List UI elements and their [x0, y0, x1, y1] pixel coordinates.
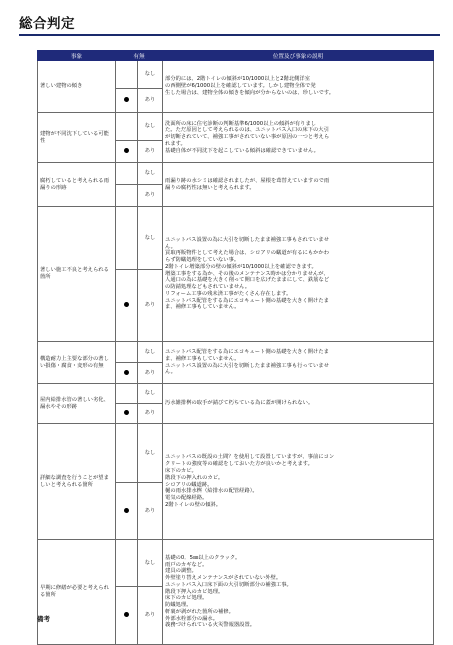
- nashi-mark-cell: [116, 342, 138, 363]
- nashi-label: なし: [138, 163, 163, 185]
- description-line: 床下のカビ処理。: [165, 595, 208, 602]
- description-line: の西側壁が6/1000以上を確認しています。しかし建物全体で発: [165, 83, 316, 90]
- row-description: [163, 61, 434, 113]
- nashi-mark-cell: [116, 384, 138, 404]
- description-line: らず防蟻処理をしていない事。: [165, 257, 240, 264]
- description-line: 基礎自体が不同沈下を起こしている傾斜は確認できていません。: [165, 147, 319, 154]
- description-line: 生した場合は、建物全体の傾きを傾向が分からないのは、珍しいです。: [165, 89, 335, 96]
- nashi-label: なし: [138, 207, 163, 270]
- ari-mark-cell: [116, 587, 138, 645]
- description-line: 漏りの腐朽性は無いと考えられます。: [165, 184, 255, 191]
- description-line: 防蟻処理。: [165, 602, 192, 609]
- description-line: れます。: [165, 140, 186, 147]
- row-item-label: 建物が不同沈下している可能性: [38, 113, 116, 163]
- row-item-label: 構造耐力上主要な部分の著しい損傷・腐食・変形の有無: [38, 342, 116, 384]
- nashi-mark-cell: [116, 113, 138, 141]
- description-line: 樋の雨水排水桝（給排水の配管経路）。: [165, 488, 258, 495]
- description-line: ま、補修工事もしていません。: [165, 355, 240, 362]
- filled-dot-icon: [124, 97, 129, 102]
- row-item-label: 詳細な調査を行うことが望ましいと考えられる箇所: [38, 424, 116, 540]
- table-header-row: [38, 51, 434, 61]
- filled-dot-icon: [124, 612, 129, 617]
- ari-mark-cell: [116, 270, 138, 342]
- nashi-label: なし: [138, 540, 163, 587]
- row-description: [163, 342, 434, 384]
- row-description: [163, 384, 434, 424]
- ari-mark-cell: [116, 404, 138, 424]
- description-line: 軒裏が剥がれた箇所の補修。: [165, 608, 234, 615]
- filled-dot-icon: [124, 148, 129, 153]
- table-row: [38, 342, 434, 363]
- description-line: 増築工事をする為か、その後のメンテナンス時かは分かりませんが、: [165, 270, 329, 277]
- description-line: 基礎の0．5㎜以上のクラック。: [165, 554, 241, 561]
- description-line: ユニットバス配管をする為にエコキュート側の基礎を大きく開けたま: [165, 348, 329, 355]
- description-line: ユニットバス入口床下面の大引切断部分の補強工事。: [165, 581, 292, 588]
- description-line: クリートの強度等の確認をしておいた方が良いかと考えます。: [165, 461, 313, 468]
- nashi-mark-cell: [116, 424, 138, 483]
- ari-label: あり: [138, 270, 163, 342]
- table-row: [38, 384, 434, 404]
- page-title: 総合判定: [19, 16, 75, 32]
- description-line: ん。: [165, 369, 176, 376]
- row-item-label: 屋内給排水管の著しい劣化、漏水やその形跡: [38, 384, 116, 424]
- description-line: 2階トイレの壁の傾斜。: [165, 501, 222, 508]
- row-item-label: 著しい建物の傾き: [38, 61, 116, 113]
- description-line: 建具の調整。: [165, 568, 197, 575]
- ari-mark-cell: [116, 185, 138, 207]
- row-description: [163, 163, 434, 207]
- row-item-label: 腐朽していると考えられる雨漏りの形跡: [38, 163, 116, 207]
- description-line: 義務づけられている火災警報器設置。: [165, 622, 256, 629]
- ari-label: あり: [138, 404, 163, 424]
- header-description: 位置及び事象の説明: [163, 51, 434, 61]
- description-line: 雨戸のカギなど。: [165, 561, 208, 568]
- title-underline: [19, 34, 440, 36]
- header-item: 事象: [38, 51, 116, 61]
- ari-mark-cell: [116, 483, 138, 540]
- remarks-label: 備考: [37, 615, 50, 623]
- description-line: 2階トイレ増築部分の壁の傾斜が10/1000以上を確認できます。: [165, 263, 317, 270]
- description-line: 階段下押入のカビ処理。: [165, 588, 224, 595]
- ari-label: あり: [138, 363, 163, 384]
- description-line: 部分的には、2階トイレの傾斜が10/1000以上と2階北側洋室: [165, 76, 311, 83]
- description-line: 洗面所の床に住宅診断の判断基準6/1000以上の傾斜が有りまし: [165, 120, 317, 127]
- row-description: [163, 424, 434, 540]
- description-line: 階段下の押入れのカビ。: [165, 474, 224, 481]
- ari-label: あり: [138, 89, 163, 113]
- table-body: [38, 61, 434, 645]
- nashi-mark-cell: [116, 207, 138, 270]
- description-line: ん。: [165, 243, 176, 250]
- table-row: [38, 61, 434, 89]
- description-line: リフォーム工事の残未済工事がたくさん存在します。: [165, 290, 292, 297]
- description-line: ユニットバス設置の為に大引を切断したまま補強工事もされていませ: [165, 236, 329, 243]
- nashi-label: なし: [138, 384, 163, 404]
- nashi-mark-cell: [116, 163, 138, 185]
- description-line: 外壁塗り替えメンテナンスがされていない外壁。: [165, 575, 282, 582]
- description-line: 床下のカビ。: [165, 467, 197, 474]
- row-item-label: 早期に修繕が必要と考えられる箇所: [38, 540, 116, 645]
- ari-label: あり: [138, 141, 163, 163]
- judgment-table: [37, 50, 434, 645]
- row-description: [163, 113, 434, 163]
- filled-dot-icon: [124, 508, 129, 513]
- row-description: [163, 207, 434, 342]
- description-line: 人通口の為に基礎を大きく削って開口を広げたままにして、鉄筋など: [165, 277, 330, 284]
- table-row: [38, 163, 434, 185]
- table-row: [38, 113, 434, 141]
- nashi-label: なし: [138, 424, 163, 483]
- table-row: [38, 424, 434, 483]
- filled-dot-icon: [124, 410, 129, 415]
- nashi-mark-cell: [116, 61, 138, 89]
- description-line: の防錆処理などもされていません。: [165, 284, 251, 291]
- description-line: ユニットバス配管をする為にエコキュート側の基礎を大きく開けたま: [165, 297, 329, 304]
- nashi-mark-cell: [116, 540, 138, 587]
- header-presence: 有無: [116, 51, 163, 61]
- filled-dot-icon: [124, 370, 129, 375]
- description-line: シロアリの蟻道跡。: [165, 481, 213, 488]
- row-item-label: 著しい施工不良と考えられる箇所: [38, 207, 116, 342]
- ari-label: あり: [138, 483, 163, 540]
- description-line: 汚水雑排桝の取手が錆びて朽ちている為に蓋が開けられない。: [165, 400, 314, 407]
- filled-dot-icon: [124, 302, 129, 307]
- nashi-label: なし: [138, 342, 163, 363]
- ari-label: あり: [138, 185, 163, 207]
- description-line: た。ただ原因として考えられるのは、ユニットバス入口の床下の大引: [165, 127, 329, 134]
- description-line: 電気の配線経路。: [165, 495, 208, 502]
- ari-label: あり: [138, 587, 163, 645]
- row-description: [163, 540, 434, 645]
- ari-mark-cell: [116, 89, 138, 113]
- description-line: ま、補修工事もしていません。: [165, 304, 240, 311]
- nashi-label: なし: [138, 61, 163, 89]
- description-line: 買取再販物件として考えた場合は、シロアリの蟻道が有るにもかかわ: [165, 250, 330, 257]
- description-line: ユニットバスの既設の土間？を使用して設置していますが、事前にコン: [165, 454, 335, 461]
- description-line: 外部水栓部分の漏水。: [165, 615, 218, 622]
- table-row: [38, 207, 434, 270]
- ari-mark-cell: [116, 363, 138, 384]
- nashi-label: なし: [138, 113, 163, 141]
- description-line: 雨漏り跡の水シミは確認されましたが、屋根を葺替えていますので雨: [165, 177, 330, 184]
- ari-mark-cell: [116, 141, 138, 163]
- description-line: ユニットバス設置の為に大引を切断したまま補強工事も行っていませ: [165, 362, 329, 369]
- table-row: [38, 540, 434, 587]
- description-line: が切断されていて、補強工事がされていない事が原因の一つと考えら: [165, 134, 330, 141]
